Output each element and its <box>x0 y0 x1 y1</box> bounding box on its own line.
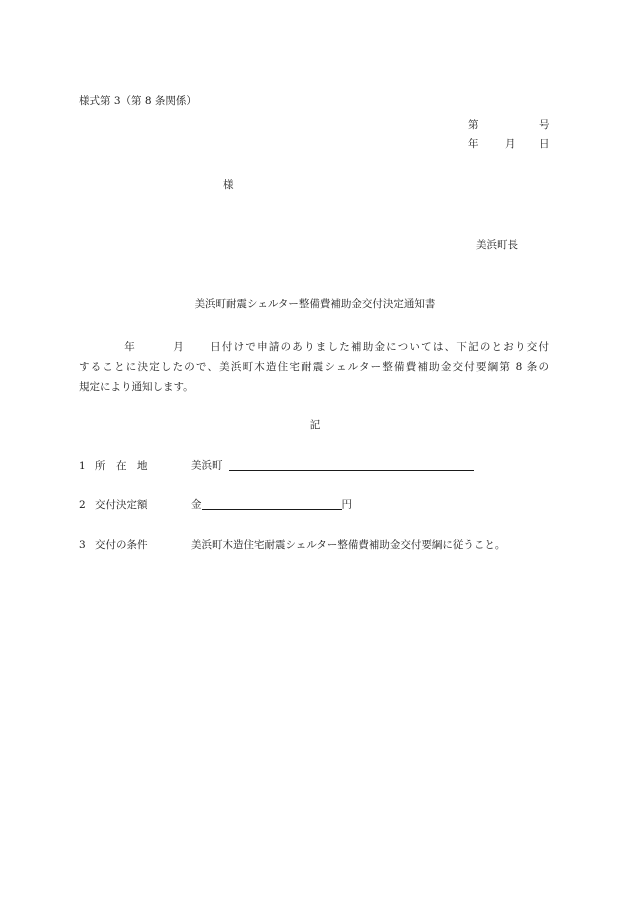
document-number-suffix: 号 <box>539 119 550 131</box>
document-number-prefix: 第 <box>468 119 479 131</box>
location-blank-line <box>229 460 474 471</box>
body-line-2: することに決定したので、美浜町木造住宅耐震シェルター整備費補助金交付要綱第 8 条の <box>79 361 549 373</box>
item-conditions <box>79 540 505 551</box>
item-number: 2 <box>79 498 86 511</box>
body-line-1 <box>79 337 549 357</box>
item-number: 3 <box>79 539 86 551</box>
conditions-text: 美浜町木造住宅耐震シェルター整備費補助金交付要綱に従うこと。 <box>191 539 506 551</box>
document-title: 美浜町耐震シェルター整備費補助金交付決定通知書 <box>194 298 436 310</box>
item-number: 1 <box>79 459 86 472</box>
body-paragraph <box>79 337 549 397</box>
item-label: 所 在 地 <box>95 459 148 472</box>
date-month-label: 月 <box>505 138 516 150</box>
date-year-label: 年 <box>468 138 479 150</box>
amount-suffix: 円 <box>341 498 352 511</box>
item-label: 交付決定額 <box>95 498 148 511</box>
issuer-name: 美浜町長 <box>476 239 518 251</box>
item-label: 交付の条件 <box>95 539 148 551</box>
amount-blank-line <box>202 499 342 510</box>
body-month-label: 月 <box>171 341 185 353</box>
form-label: 様式第 3（第 8 条関係） <box>79 95 197 107</box>
item-amount <box>79 499 352 510</box>
body-line-3: 規定により通知します。 <box>79 381 194 393</box>
ki-heading: 記 <box>309 419 321 431</box>
location-prefix: 美浜町 <box>191 459 223 472</box>
body-line-1-text: 日付けで申請のありました補助金については、下記のとおり交付 <box>208 341 549 353</box>
recipient-honorific: 様 <box>223 179 234 191</box>
amount-prefix: 金 <box>191 498 202 511</box>
item-location <box>79 460 474 471</box>
date-day-label: 日 <box>539 138 550 150</box>
body-year-label: 年 <box>123 341 136 353</box>
